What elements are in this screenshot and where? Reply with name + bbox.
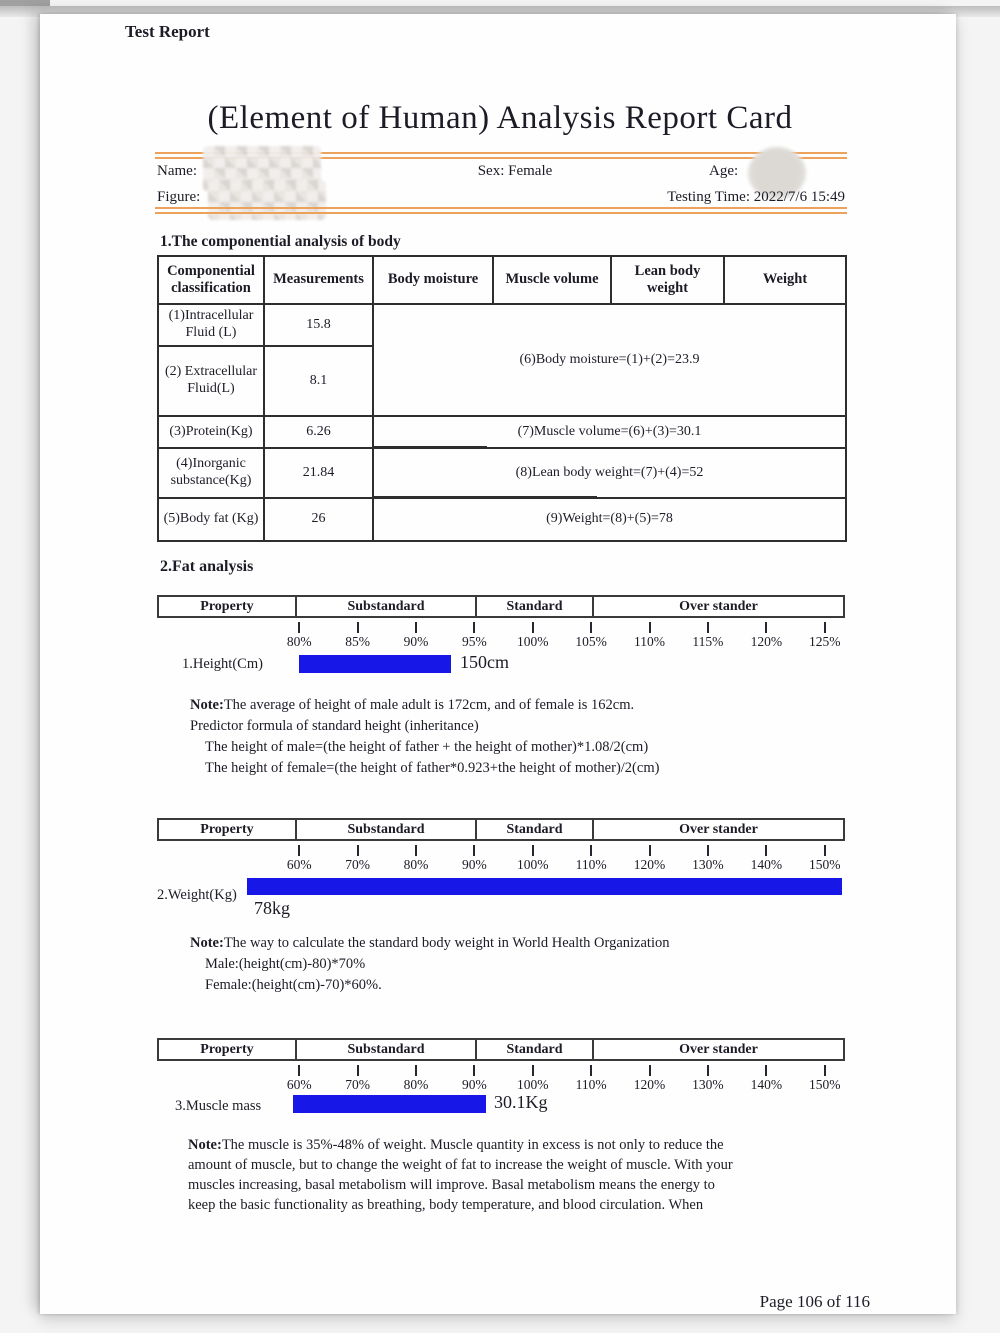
tick-label: 80% [403, 857, 429, 872]
tick-mark [765, 1065, 767, 1076]
sex-value: Sex: Female [477, 163, 553, 179]
col-header-muscle-volume: Muscle volume [493, 256, 611, 304]
height-note-line2: Predictor formula of standard height (inheritance) [190, 718, 479, 734]
col-header-measurements: Measurements [264, 256, 373, 304]
tick-label: 80% [403, 1077, 429, 1092]
tick-label: 110% [634, 634, 666, 649]
height-axis-ticks [270, 622, 854, 649]
tick-mark [298, 845, 300, 856]
tick-mark [415, 1065, 417, 1076]
tick-mark [824, 845, 826, 856]
axis-tick [504, 622, 562, 649]
weight-note-line2: Male:(height(cm)-80)*70% [205, 956, 366, 972]
tick-mark [532, 845, 534, 856]
tick-label: 130% [692, 1077, 724, 1092]
tick-mark [707, 622, 709, 633]
weight-scale [40, 818, 956, 928]
formula-weight: (9)Weight=(8)+(5)=78 [373, 498, 846, 541]
axis-tick [679, 1065, 737, 1092]
muscle-note-line4: keep the basic functionality as breathing, body temperature, and blood circulation. When [188, 1197, 704, 1213]
tick-label: 130% [692, 857, 724, 872]
muscle-note-line2: amount of muscle, but to change the weight of fat to increase the weight of muscle. With your [188, 1157, 733, 1173]
tick-label: 140% [750, 1077, 783, 1092]
tick-mark [532, 1065, 534, 1076]
axis-tick [679, 845, 737, 872]
table-row [158, 304, 846, 346]
tick-label: 90% [461, 857, 487, 872]
axis-tick [620, 845, 678, 872]
col-header-classification: Componential classification [158, 256, 264, 304]
band-property: Property [200, 1041, 254, 1057]
tick-mark [357, 1065, 359, 1076]
band-overstander: Over stander [592, 597, 843, 616]
axis-tick [328, 622, 386, 649]
axis-tick [328, 845, 386, 872]
band-property: Property [200, 821, 254, 837]
weight-bar [247, 878, 843, 895]
note-prefix: Note: [190, 935, 224, 951]
tick-label: 90% [403, 634, 429, 649]
band-substandard: Substandard [295, 820, 475, 839]
tick-label: 120% [633, 1077, 666, 1092]
axis-tick [562, 622, 620, 649]
tick-mark [649, 622, 651, 633]
tick-label: 110% [575, 1077, 607, 1092]
tick-mark [473, 1065, 475, 1076]
tick-label: 120% [633, 857, 666, 872]
band-overstander: Over stander [592, 1040, 843, 1059]
tick-mark [765, 845, 767, 856]
axis-tick [445, 622, 503, 649]
band-overstander: Over stander [592, 820, 843, 839]
row1-classification: (1)Intracellular Fluid (L) [158, 304, 264, 346]
row4-classification: (4)Inorganic substance(Kg) [158, 448, 264, 498]
formula-body-moisture: (6)Body moisture=(1)+(2)=23.9 [373, 304, 846, 416]
figure-redaction-blur [208, 180, 326, 220]
height-bar [299, 655, 451, 673]
height-note-line4: The height of female=(the height of father*0.923+the height of mother)/2(cm) [205, 760, 660, 776]
axis-tick [504, 1065, 562, 1092]
tick-mark [824, 1065, 826, 1076]
tick-label: 95% [461, 634, 487, 649]
report-page [40, 14, 956, 1314]
weight-row-label: 2.Weight(Kg) [157, 887, 237, 903]
weight-axis-ticks [270, 845, 854, 872]
row2-measurement: 8.1 [264, 346, 373, 416]
table-row [158, 448, 846, 498]
tick-label: 80% [286, 634, 312, 649]
row5-classification: (5)Body fat (Kg) [158, 498, 264, 541]
weight-note-line3: Female:(height(cm)-70)*60%. [205, 977, 382, 993]
age-label: Age: [709, 163, 739, 179]
band-standard: Standard [475, 1040, 592, 1059]
tick-label: 115% [692, 634, 724, 649]
band-substandard: Substandard [295, 597, 475, 616]
axis-tick [387, 622, 445, 649]
document-type-label: Test Report [125, 22, 210, 41]
muscle-scale [40, 1038, 956, 1148]
height-value: 150cm [460, 652, 509, 672]
axis-tick [796, 845, 854, 872]
testing-time: Testing Time: 2022/7/6 15:49 [667, 189, 845, 205]
tick-mark [415, 845, 417, 856]
tick-mark [298, 1065, 300, 1076]
tick-label: 140% [750, 857, 783, 872]
formula-muscle-volume-text: (7)Muscle volume=(6)+(3)=30.1 [517, 423, 702, 439]
col-header-lean-body-weight: Lean body weight [611, 256, 724, 304]
axis-tick [387, 845, 445, 872]
tick-mark [649, 1065, 651, 1076]
tick-label: 150% [808, 857, 841, 872]
formula-lean-body-weight [373, 448, 846, 498]
axis-tick [504, 845, 562, 872]
muscle-bar [293, 1095, 486, 1113]
header-divider-bottom [155, 207, 847, 214]
table-row [158, 498, 846, 541]
tick-label: 70% [345, 857, 370, 872]
height-note-line1 [190, 697, 634, 714]
tick-mark [532, 622, 534, 633]
row2-classification: (2) Extracellular Fluid(L) [158, 346, 264, 416]
tick-label: 60% [286, 857, 312, 872]
axis-tick [620, 622, 678, 649]
axis-tick [679, 622, 737, 649]
axis-tick [270, 845, 328, 872]
col-header-body-moisture: Body moisture [373, 256, 493, 304]
table-header-row [158, 256, 846, 304]
tick-mark [298, 622, 300, 633]
muscle-axis-ticks [270, 1065, 854, 1092]
axis-tick [270, 1065, 328, 1092]
tick-mark [590, 622, 592, 633]
tick-mark [473, 622, 475, 633]
formula-lean-body-weight-text: (8)Lean body weight=(7)+(4)=52 [515, 464, 704, 480]
band-substandard: Substandard [295, 1040, 475, 1059]
axis-tick [796, 1065, 854, 1092]
weight-note-line1 [190, 935, 669, 952]
row4-measurement: 21.84 [264, 448, 373, 498]
axis-tick [445, 845, 503, 872]
note-text: The muscle is 35%-48% of weight. Muscle quantity in excess is not only to reduce the [221, 1137, 724, 1153]
weight-value: 78kg [254, 898, 290, 918]
note-text: The way to calculate the standard body weight in World Health Organization [223, 935, 670, 951]
tick-mark [707, 1065, 709, 1076]
partial-border [373, 496, 597, 498]
tick-mark [590, 1065, 592, 1076]
axis-tick [445, 1065, 503, 1092]
band-standard: Standard [475, 597, 592, 616]
scale-band-header [157, 1038, 845, 1061]
tick-label: 105% [575, 634, 607, 649]
tick-mark [357, 622, 359, 633]
height-scale [40, 595, 956, 705]
note-prefix: Note: [188, 1137, 222, 1153]
axis-tick [270, 622, 328, 649]
figure-label: Figure: [157, 189, 201, 205]
muscle-row-label: 3.Muscle mass [175, 1098, 262, 1114]
muscle-value: 30.1Kg [494, 1092, 548, 1112]
axis-tick [562, 845, 620, 872]
section2-heading: 2.Fat analysis [160, 558, 254, 575]
row5-measurement: 26 [264, 498, 373, 541]
tick-mark [824, 622, 826, 633]
axis-tick [737, 845, 795, 872]
axis-tick [737, 1065, 795, 1092]
axis-tick [387, 1065, 445, 1092]
tick-mark [357, 845, 359, 856]
tick-label: 110% [575, 857, 607, 872]
height-row-label: 1.Height(Cm) [182, 656, 263, 672]
axis-tick [328, 1065, 386, 1092]
row1-measurement: 15.8 [264, 304, 373, 346]
tick-label: 100% [517, 1077, 549, 1092]
tick-mark [590, 845, 592, 856]
name-label: Name: [157, 163, 197, 179]
tick-label: 85% [345, 634, 370, 649]
band-property: Property [200, 598, 254, 614]
tick-label: 60% [286, 1077, 312, 1092]
scale-band-header [157, 595, 845, 618]
col-header-weight: Weight [724, 256, 846, 304]
tick-label: 70% [345, 1077, 370, 1092]
tick-label: 100% [517, 634, 549, 649]
axis-tick [562, 1065, 620, 1092]
tick-mark [415, 622, 417, 633]
axis-tick [620, 1065, 678, 1092]
tick-mark [765, 622, 767, 633]
table-row [158, 416, 846, 448]
note-text: The average of height of male adult is 172cm, and of female is 162cm. [223, 697, 635, 713]
tick-label: 100% [517, 857, 549, 872]
note-prefix: Note: [190, 697, 224, 713]
axis-tick [796, 622, 854, 649]
tick-label: 150% [808, 1077, 841, 1092]
report-title: (Element of Human) Analysis Report Card [207, 100, 793, 136]
row3-classification: (3)Protein(Kg) [158, 416, 264, 448]
axis-tick [737, 622, 795, 649]
section1-heading: 1.The componential analysis of body [160, 233, 401, 250]
height-note-line3: The height of male=(the height of father + the height of mother)*1.08/2(cm) [205, 739, 649, 755]
tick-mark [473, 845, 475, 856]
scale-band-header [157, 818, 845, 841]
formula-muscle-volume [373, 416, 846, 448]
tick-label: 90% [461, 1077, 487, 1092]
muscle-note-line1 [188, 1137, 724, 1154]
page-number: Page 106 of 116 [759, 1292, 870, 1311]
row3-measurement: 6.26 [264, 416, 373, 448]
tick-mark [649, 845, 651, 856]
muscle-note-line3: muscles increasing, basal metabolism will improve. Basal metabolism means the energy to [188, 1177, 715, 1193]
tick-mark [707, 845, 709, 856]
componential-analysis-table [157, 255, 847, 542]
tick-label: 125% [808, 634, 841, 649]
tick-label: 120% [750, 634, 783, 649]
band-standard: Standard [475, 820, 592, 839]
